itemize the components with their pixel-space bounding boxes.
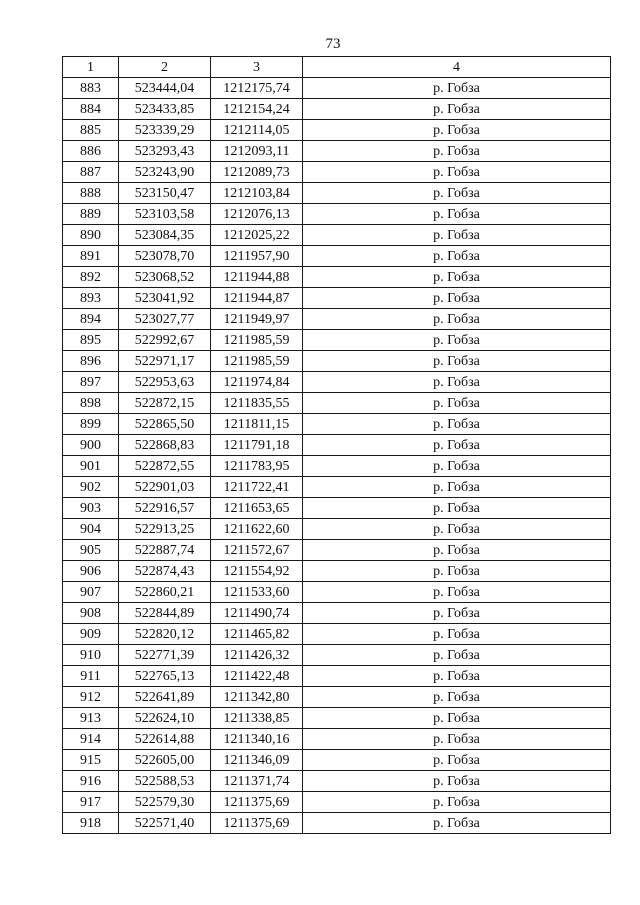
coordinate-y-cell: 1211338,85	[211, 708, 303, 729]
coordinate-y-cell: 1211346,09	[211, 750, 303, 771]
table-body	[63, 78, 611, 834]
coordinate-x-cell: 522872,15	[119, 393, 211, 414]
table-row	[63, 78, 611, 99]
coordinate-x-cell: 523078,70	[119, 246, 211, 267]
coordinate-y-cell: 1211426,32	[211, 645, 303, 666]
table-row	[63, 267, 611, 288]
coordinate-x-cell: 523084,35	[119, 225, 211, 246]
coordinate-y-cell: 1211622,60	[211, 519, 303, 540]
table-row	[63, 603, 611, 624]
point-number-cell: 917	[63, 792, 119, 813]
coordinate-x-cell: 522588,53	[119, 771, 211, 792]
coordinate-x-cell: 522901,03	[119, 477, 211, 498]
table-row	[63, 582, 611, 603]
header-col-4: 4	[303, 57, 611, 78]
point-number-cell: 889	[63, 204, 119, 225]
point-number-cell: 890	[63, 225, 119, 246]
object-name-cell: р. Гобза	[303, 414, 611, 435]
table-row	[63, 561, 611, 582]
table-row	[63, 120, 611, 141]
coordinate-y-cell: 1211944,88	[211, 267, 303, 288]
coordinate-y-cell: 1211340,16	[211, 729, 303, 750]
coordinate-x-cell: 522614,88	[119, 729, 211, 750]
page-number: 73	[325, 36, 341, 52]
coordinate-x-cell: 522992,67	[119, 330, 211, 351]
table-row	[63, 99, 611, 120]
coordinate-y-cell: 1211375,69	[211, 813, 303, 834]
table-row	[63, 309, 611, 330]
point-number-cell: 896	[63, 351, 119, 372]
coordinate-x-cell: 523339,29	[119, 120, 211, 141]
object-name-cell: р. Гобза	[303, 372, 611, 393]
table-row	[63, 708, 611, 729]
point-number-cell: 907	[63, 582, 119, 603]
table-row	[63, 372, 611, 393]
coordinate-x-cell: 522953,63	[119, 372, 211, 393]
table-row	[63, 729, 611, 750]
coordinate-y-cell: 1211974,84	[211, 372, 303, 393]
object-name-cell: р. Гобза	[303, 687, 611, 708]
table-row	[63, 288, 611, 309]
object-name-cell: р. Гобза	[303, 792, 611, 813]
coordinate-x-cell: 523444,04	[119, 78, 211, 99]
point-number-cell: 883	[63, 78, 119, 99]
coordinate-y-cell: 1211572,67	[211, 540, 303, 561]
table-row	[63, 813, 611, 834]
table-row	[63, 141, 611, 162]
table-row	[63, 666, 611, 687]
object-name-cell: р. Гобза	[303, 288, 611, 309]
point-number-cell: 913	[63, 708, 119, 729]
coordinate-x-cell: 522872,55	[119, 456, 211, 477]
point-number-cell: 905	[63, 540, 119, 561]
point-number-cell: 894	[63, 309, 119, 330]
coordinate-x-cell: 523243,90	[119, 162, 211, 183]
table-row	[63, 435, 611, 456]
object-name-cell: р. Гобза	[303, 393, 611, 414]
point-number-cell: 914	[63, 729, 119, 750]
point-number-cell: 897	[63, 372, 119, 393]
coordinate-x-cell: 523433,85	[119, 99, 211, 120]
object-name-cell: р. Гобза	[303, 99, 611, 120]
coordinate-y-cell: 1211985,59	[211, 330, 303, 351]
object-name-cell: р. Гобза	[303, 561, 611, 582]
coordinate-x-cell: 522605,00	[119, 750, 211, 771]
object-name-cell: р. Гобза	[303, 624, 611, 645]
coordinates-table	[62, 56, 611, 834]
point-number-cell: 888	[63, 183, 119, 204]
table-header	[63, 57, 611, 78]
point-number-cell: 904	[63, 519, 119, 540]
coordinate-y-cell: 1211985,59	[211, 351, 303, 372]
coordinate-y-cell: 1211342,80	[211, 687, 303, 708]
header-row	[63, 57, 611, 78]
coordinate-x-cell: 522771,39	[119, 645, 211, 666]
coordinate-x-cell: 523068,52	[119, 267, 211, 288]
object-name-cell: р. Гобза	[303, 645, 611, 666]
object-name-cell: р. Гобза	[303, 477, 611, 498]
point-number-cell: 910	[63, 645, 119, 666]
table-row	[63, 477, 611, 498]
object-name-cell: р. Гобза	[303, 120, 611, 141]
coordinate-y-cell: 1211791,18	[211, 435, 303, 456]
coordinate-y-cell: 1212175,74	[211, 78, 303, 99]
object-name-cell: р. Гобза	[303, 204, 611, 225]
table-row	[63, 162, 611, 183]
header-col-2: 2	[119, 57, 211, 78]
object-name-cell: р. Гобза	[303, 435, 611, 456]
coordinate-x-cell: 522765,13	[119, 666, 211, 687]
table-row	[63, 498, 611, 519]
coordinate-y-cell: 1211465,82	[211, 624, 303, 645]
coordinate-y-cell: 1211533,60	[211, 582, 303, 603]
coordinate-y-cell: 1212114,05	[211, 120, 303, 141]
coordinate-y-cell: 1211371,74	[211, 771, 303, 792]
object-name-cell: р. Гобза	[303, 330, 611, 351]
object-name-cell: р. Гобза	[303, 456, 611, 477]
coordinate-y-cell: 1211653,65	[211, 498, 303, 519]
coordinate-x-cell: 522865,50	[119, 414, 211, 435]
coordinate-y-cell: 1212154,24	[211, 99, 303, 120]
point-number-cell: 902	[63, 477, 119, 498]
coordinate-x-cell: 523027,77	[119, 309, 211, 330]
point-number-cell: 885	[63, 120, 119, 141]
table-row	[63, 414, 611, 435]
coordinate-x-cell: 522820,12	[119, 624, 211, 645]
point-number-cell: 895	[63, 330, 119, 351]
object-name-cell: р. Гобза	[303, 813, 611, 834]
coordinate-x-cell: 522579,30	[119, 792, 211, 813]
object-name-cell: р. Гобза	[303, 162, 611, 183]
coordinate-x-cell: 522860,21	[119, 582, 211, 603]
object-name-cell: р. Гобза	[303, 225, 611, 246]
table-row	[63, 645, 611, 666]
coordinate-y-cell: 1212076,13	[211, 204, 303, 225]
point-number-cell: 912	[63, 687, 119, 708]
coordinate-x-cell: 523293,43	[119, 141, 211, 162]
coordinate-y-cell: 1211722,41	[211, 477, 303, 498]
object-name-cell: р. Гобза	[303, 498, 611, 519]
object-name-cell: р. Гобза	[303, 708, 611, 729]
point-number-cell: 886	[63, 141, 119, 162]
coordinate-x-cell: 522913,25	[119, 519, 211, 540]
point-number-cell: 908	[63, 603, 119, 624]
coordinate-x-cell: 522971,17	[119, 351, 211, 372]
object-name-cell: р. Гобза	[303, 540, 611, 561]
object-name-cell: р. Гобза	[303, 750, 611, 771]
object-name-cell: р. Гобза	[303, 519, 611, 540]
point-number-cell: 906	[63, 561, 119, 582]
point-number-cell: 918	[63, 813, 119, 834]
table-row	[63, 750, 611, 771]
coordinate-y-cell: 1212025,22	[211, 225, 303, 246]
coordinate-x-cell: 522874,43	[119, 561, 211, 582]
point-number-cell: 909	[63, 624, 119, 645]
coordinate-x-cell: 523041,92	[119, 288, 211, 309]
point-number-cell: 911	[63, 666, 119, 687]
coordinate-x-cell: 523103,58	[119, 204, 211, 225]
table-row	[63, 225, 611, 246]
point-number-cell: 893	[63, 288, 119, 309]
object-name-cell: р. Гобза	[303, 78, 611, 99]
coordinate-y-cell: 1211783,95	[211, 456, 303, 477]
object-name-cell: р. Гобза	[303, 771, 611, 792]
point-number-cell: 887	[63, 162, 119, 183]
object-name-cell: р. Гобза	[303, 603, 611, 624]
table-row	[63, 456, 611, 477]
object-name-cell: р. Гобза	[303, 666, 611, 687]
header-col-1: 1	[63, 57, 119, 78]
object-name-cell: р. Гобза	[303, 267, 611, 288]
table-row	[63, 183, 611, 204]
header-col-3: 3	[211, 57, 303, 78]
coordinate-y-cell: 1211957,90	[211, 246, 303, 267]
point-number-cell: 884	[63, 99, 119, 120]
point-number-cell: 899	[63, 414, 119, 435]
table-row	[63, 351, 611, 372]
coordinate-y-cell: 1211835,55	[211, 393, 303, 414]
point-number-cell: 892	[63, 267, 119, 288]
point-number-cell: 898	[63, 393, 119, 414]
object-name-cell: р. Гобза	[303, 309, 611, 330]
object-name-cell: р. Гобза	[303, 141, 611, 162]
table-row	[63, 792, 611, 813]
coordinate-y-cell: 1211944,87	[211, 288, 303, 309]
coordinate-y-cell: 1212103,84	[211, 183, 303, 204]
table-row	[63, 246, 611, 267]
object-name-cell: р. Гобза	[303, 729, 611, 750]
coordinate-x-cell: 522571,40	[119, 813, 211, 834]
point-number-cell: 891	[63, 246, 119, 267]
coordinate-y-cell: 1211554,92	[211, 561, 303, 582]
coordinate-x-cell: 523150,47	[119, 183, 211, 204]
coordinate-y-cell: 1212093,11	[211, 141, 303, 162]
table-row	[63, 330, 611, 351]
coordinate-x-cell: 522624,10	[119, 708, 211, 729]
coordinate-y-cell: 1211949,97	[211, 309, 303, 330]
object-name-cell: р. Гобза	[303, 582, 611, 603]
coordinate-x-cell: 522868,83	[119, 435, 211, 456]
coordinate-x-cell: 522916,57	[119, 498, 211, 519]
table-row	[63, 771, 611, 792]
coordinate-y-cell: 1211490,74	[211, 603, 303, 624]
object-name-cell: р. Гобза	[303, 183, 611, 204]
coordinate-y-cell: 1212089,73	[211, 162, 303, 183]
point-number-cell: 915	[63, 750, 119, 771]
table-row	[63, 624, 611, 645]
table-row	[63, 519, 611, 540]
table-row	[63, 393, 611, 414]
object-name-cell: р. Гобза	[303, 351, 611, 372]
coordinate-y-cell: 1211375,69	[211, 792, 303, 813]
point-number-cell: 900	[63, 435, 119, 456]
coordinate-x-cell: 522887,74	[119, 540, 211, 561]
point-number-cell: 901	[63, 456, 119, 477]
coordinate-x-cell: 522844,89	[119, 603, 211, 624]
coordinate-y-cell: 1211422,48	[211, 666, 303, 687]
coordinate-y-cell: 1211811,15	[211, 414, 303, 435]
coordinate-x-cell: 522641,89	[119, 687, 211, 708]
table-row	[63, 687, 611, 708]
point-number-cell: 916	[63, 771, 119, 792]
table-row	[63, 540, 611, 561]
point-number-cell: 903	[63, 498, 119, 519]
table-row	[63, 204, 611, 225]
object-name-cell: р. Гобза	[303, 246, 611, 267]
